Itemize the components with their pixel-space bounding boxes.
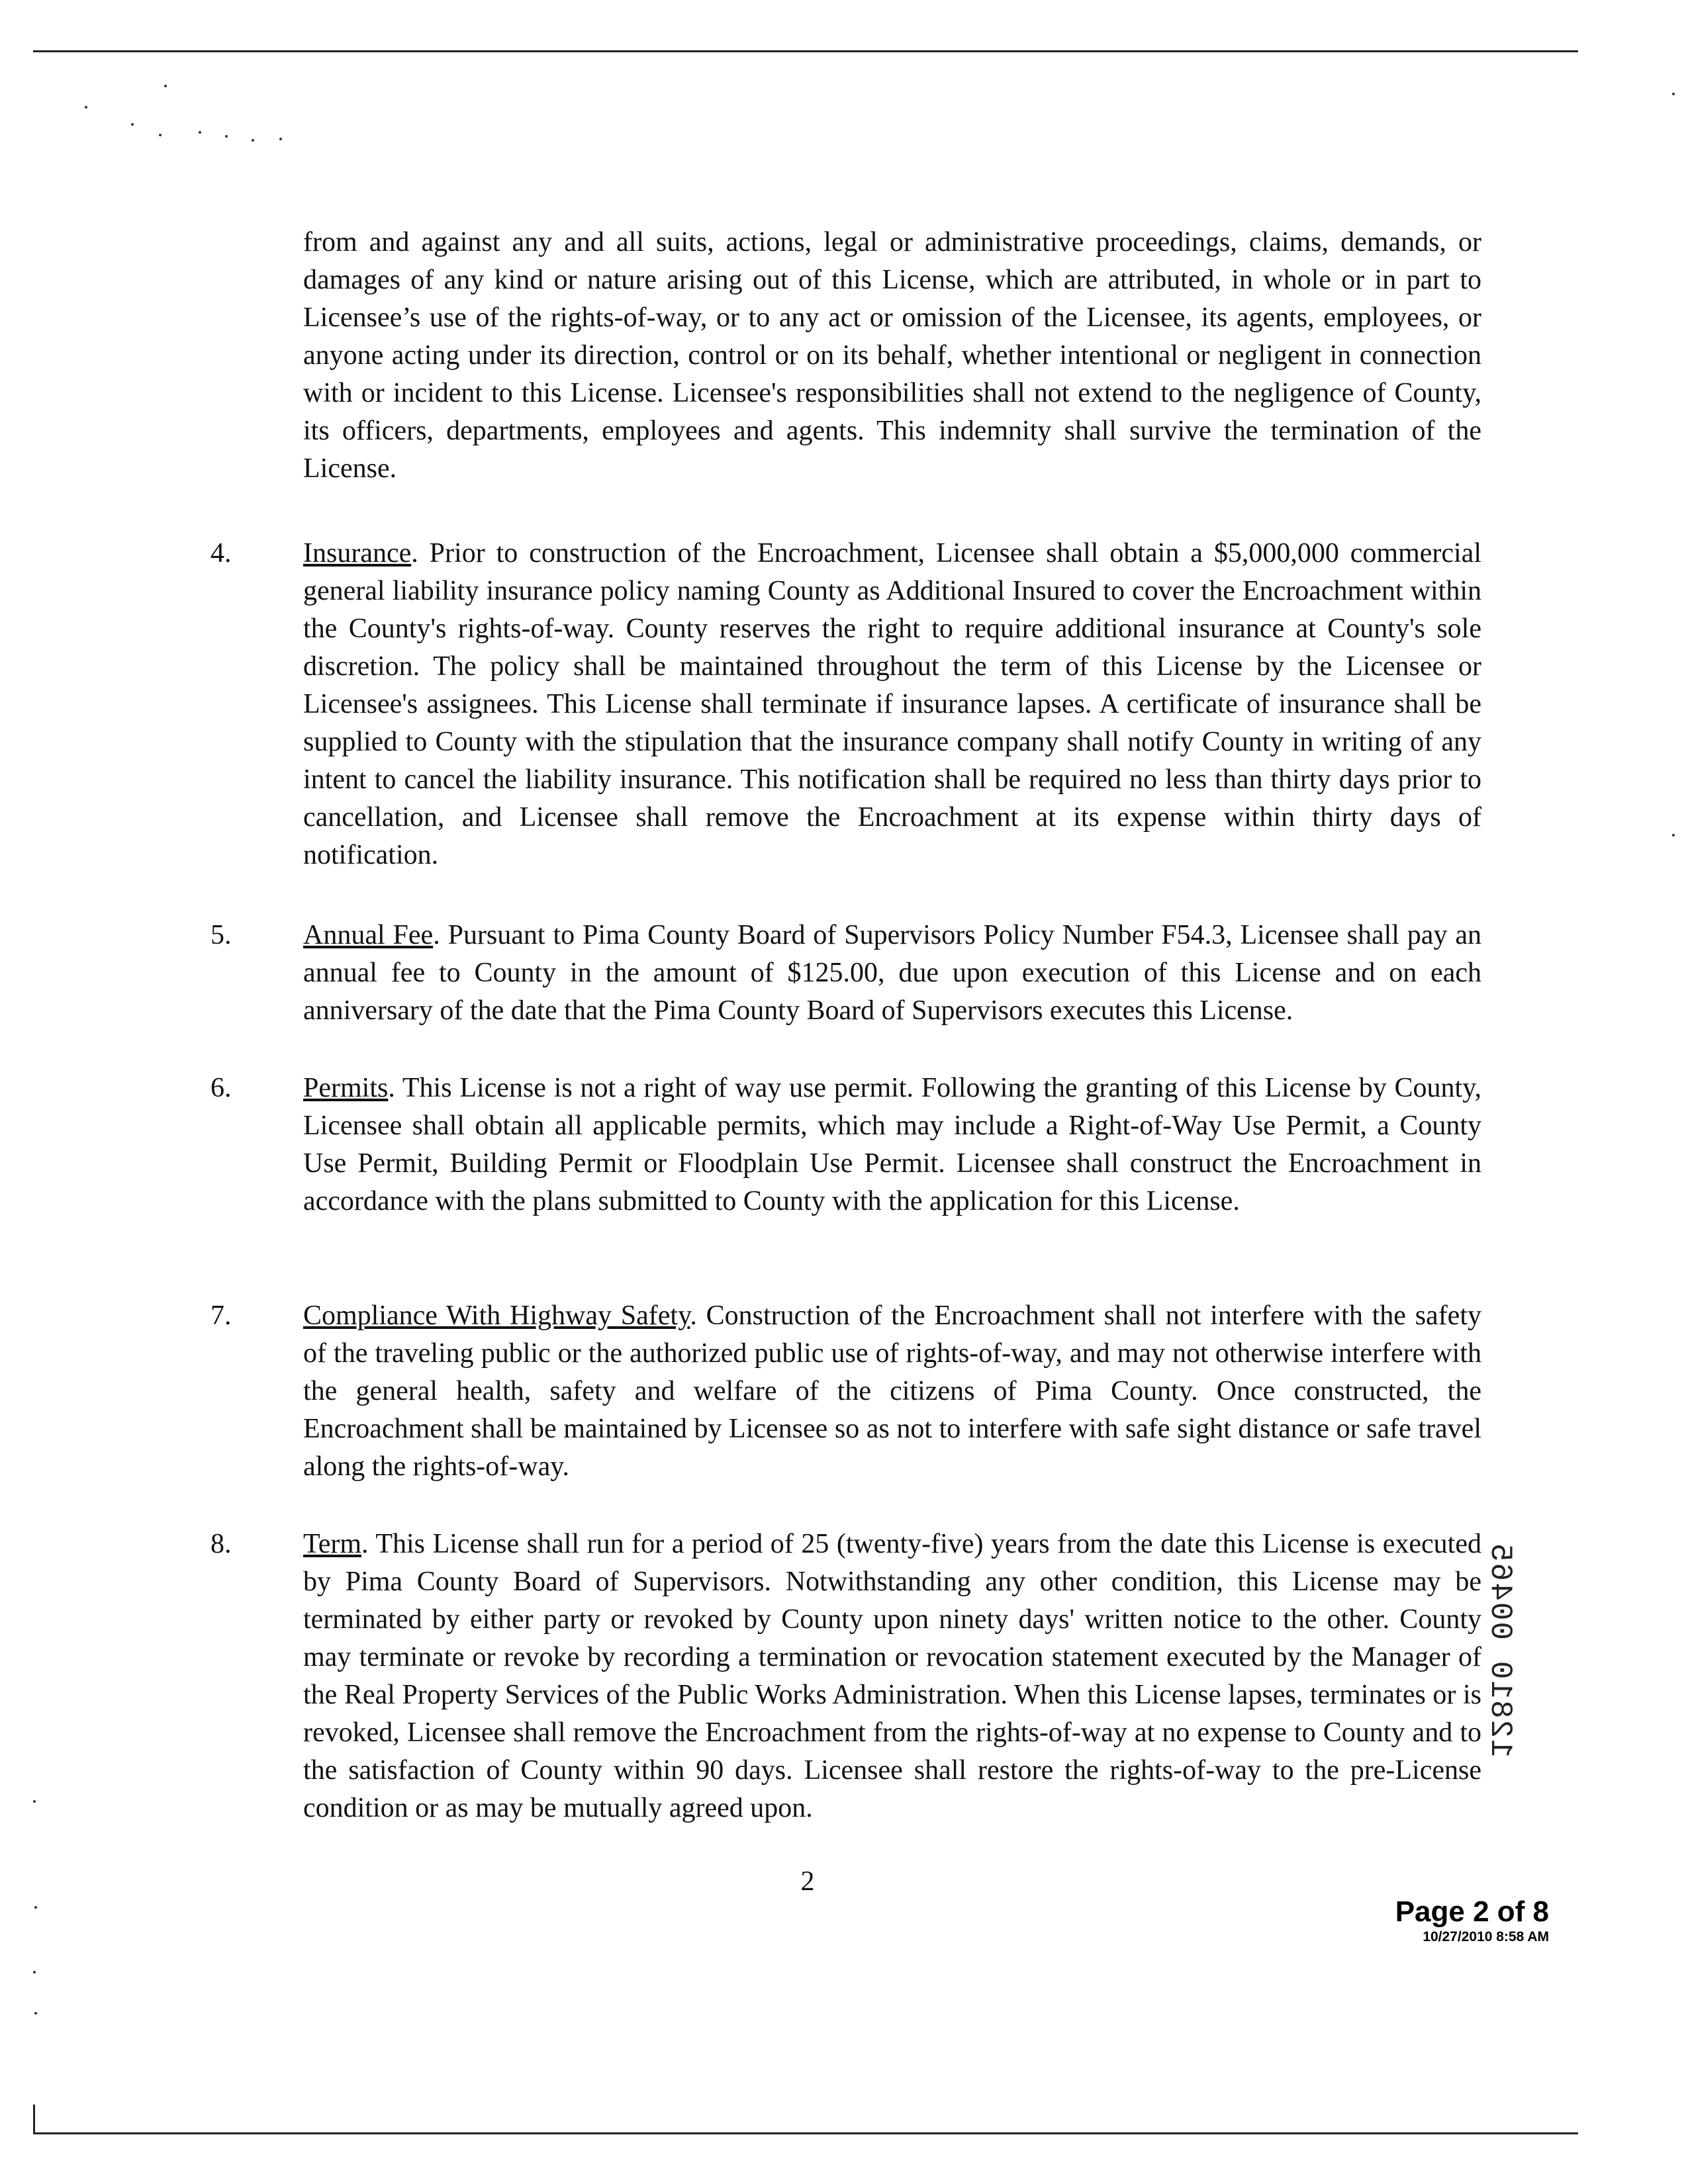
section-text: . Pursuant to Pima County Board of Supervisors Policy Number F54.3, Licensee shall pay an annual fee to County in the amount of $125.00, due upon execution of this License and on each anniversary of the date that the Pima County Board of Supervisors executes this License. xyxy=(303,920,1481,1026)
section-number: 6. xyxy=(211,1073,232,1103)
section-heading: Permits xyxy=(303,1073,389,1103)
section-text: . Prior to construction of the Encroachment, Licensee shall obtain a $5,000,000 commercial general liability insurance policy naming County as Additional Insured to cover the Encroachment within the County's rights-of-way. County reserves the right to require additional insurance at County's sole discretion. The policy shall be maintained throughout the term of this License by the Licensee or Licensee's assignees. This License shall terminate if insurance lapses. A certificate of insurance shall be supplied to County with the stipulation that the insurance company shall notify County in writing of any intent to cancel the liability insurance. This notification shall be required no less than thirty days prior to cancellation, and Licensee shall remove the Encroachment at its expense within thirty days of notification. xyxy=(303,538,1481,870)
scan-speck xyxy=(225,135,228,138)
indemnity-continuation-paragraph xyxy=(303,224,1481,488)
section-paragraph xyxy=(303,535,1481,874)
stamp-page-label: Page 2 of 8 xyxy=(1395,1895,1549,1928)
page-number: 2 xyxy=(800,1866,815,1897)
scan-speck xyxy=(131,123,134,126)
scan-speck xyxy=(1672,93,1675,95)
scan-speck xyxy=(1672,834,1675,837)
section-text: . Construction of the Encroachment shall not interfere with the safety of the traveling public or the authorized public use of rights-of-way, and may not otherwise interfere with the general health, safety and welfare of the citizens of Pima County. Once constructed, the Encroachment shall be maintained by Licensee so as not to interfere with safe sight distance or safe travel along the rights-of-way. xyxy=(303,1300,1481,1482)
scan-speck xyxy=(33,1800,36,1803)
stamp-datetime: 10/27/2010 8:58 AM xyxy=(1423,1929,1549,1944)
scan-speck xyxy=(159,134,162,136)
section-number: 8. xyxy=(211,1529,232,1559)
scan-speck xyxy=(164,85,167,87)
scan-speck xyxy=(33,1971,36,1974)
scan-speck xyxy=(199,131,201,134)
section-text: . This License is not a right of way use permit. Following the granting of this License by County, Licensee shall obtain all applicable permits, which may include a Right-of-Way Use Permit, a County Use Permit, Building Permit or Floodplain Use Permit. Licensee shall construct the Encroachment in accordance with the plans submitted to County with the application for this License. xyxy=(303,1073,1481,1216)
section-heading: Term xyxy=(303,1529,362,1559)
scan-speck xyxy=(252,139,254,142)
section-paragraph xyxy=(303,1069,1481,1220)
intro-text: from and against any and all suits, actions, legal or administrative proceedings, claims, demands, or damages of any kind or nature arising out of this License, which are attributed, in whole or in part to Licensee’s use of the rights-of-way, or to any act or omission of the Licensee, its agents, employees, or anyone acting under its direction, control or on its behalf, whether intentional or negligent in connection with or incident to this License. Licensee's responsibilities shall not extend to the negligence of County, its officers, departments, employees and agents. This indemnity shall survive the termination of the License. xyxy=(303,227,1481,484)
docket-number: 12810 00465 xyxy=(1483,1542,1517,1758)
bottom-scan-border xyxy=(33,2132,1578,2134)
section-number: 4. xyxy=(211,538,232,569)
bottom-left-scan-border xyxy=(33,2105,35,2132)
section-paragraph xyxy=(303,1525,1481,1827)
section-heading: Insurance xyxy=(303,538,412,569)
scan-speck xyxy=(279,138,282,140)
scan-speck xyxy=(34,1906,37,1909)
section-number: 5. xyxy=(211,920,232,950)
scan-speck xyxy=(34,2012,37,2015)
section-number: 7. xyxy=(211,1300,232,1331)
recorder-stamp xyxy=(1377,1895,1549,1946)
top-scan-border xyxy=(33,50,1578,52)
section-text: . This License shall run for a period of 25 (twenty-five) years from the date this License is executed by Pima County Board of Supervisors. Notwithstanding any other condition, this License may be terminated by either party or revoked by County upon ninety days' written notice to the other. County may terminate or revoke by recording a termination or revocation statement executed by the Manager of the Real Property Services of the Public Works Administration. When this License lapses, terminates or is revoked, Licensee shall remove the Encroachment from the rights-of-way at no expense to County and to the satisfaction of County within 90 days. Licensee shall restore the rights-of-way to the pre-License condition or as may be mutually agreed upon. xyxy=(303,1529,1481,1823)
section-heading: Annual Fee xyxy=(303,920,434,950)
section-paragraph xyxy=(303,1297,1481,1486)
section-heading: Compliance With Highway Safety xyxy=(303,1300,690,1331)
section-paragraph xyxy=(303,917,1481,1030)
scan-speck xyxy=(85,106,87,109)
